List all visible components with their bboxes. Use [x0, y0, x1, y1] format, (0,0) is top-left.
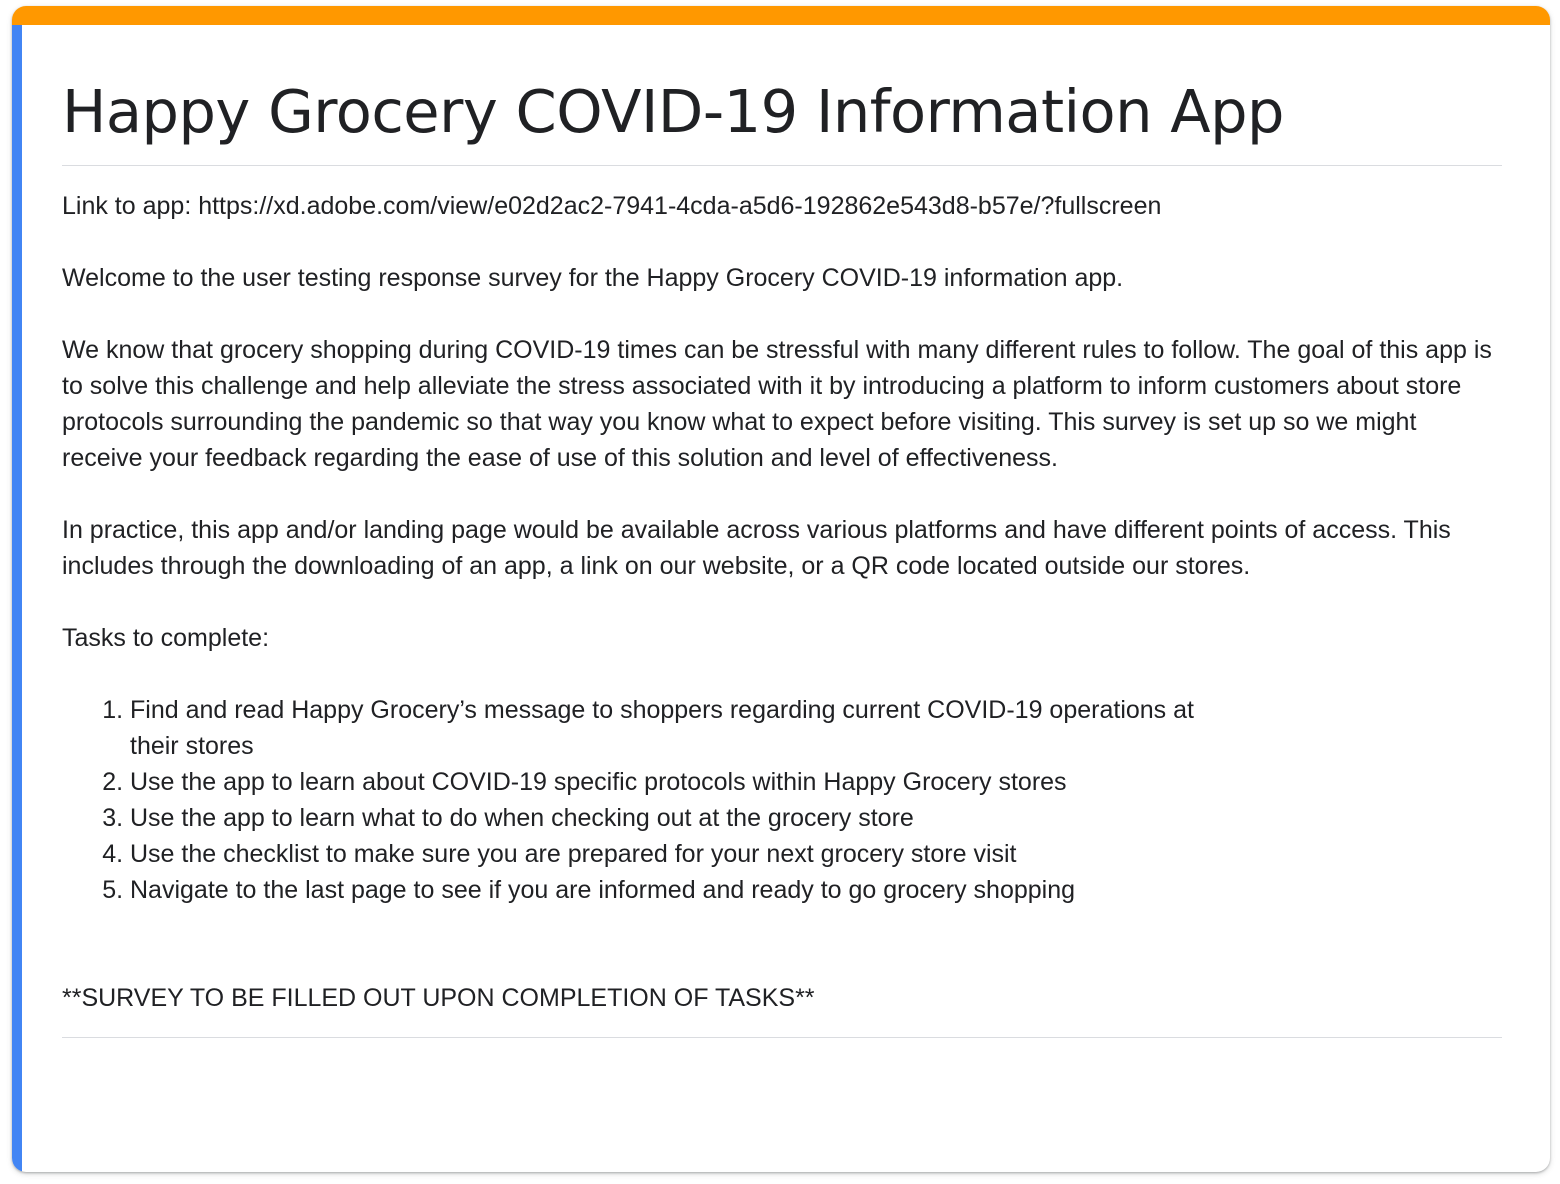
form-header-content — [62, 25, 1502, 1038]
task-item: 4. Use the checklist to make sure you are prepared for your next grocery store visit — [130, 836, 1240, 872]
task-item: 3. Use the app to learn what to do when checking out at the grocery store — [130, 800, 1240, 836]
goal-paragraph: We know that grocery shopping during COVID-19 times can be stressful with many different rules to follow. The goal of this app is to solve this challenge and help alleviate the stress associated with it by introducing a platform to inform customers about store protocols surrounding the pandemic so that way you know what to expect before visiting. This survey is set up so we might receive your feedback regarding the ease of use of this solution and level of effectiveness. — [62, 336, 1492, 472]
tasks-list — [62, 692, 1240, 908]
survey-note: **SURVEY TO BE FILLED OUT UPON COMPLETION OF TASKS** — [62, 984, 815, 1012]
task-item: 2. Use the app to learn about COVID-19 specific protocols within Happy Grocery stores — [130, 764, 1240, 800]
app-link-text: Link to app: https://xd.adobe.com/view/e02d2ac2-7941-4cda-a5d6-192862e543d8-b57e/?fullscreen — [62, 192, 1162, 220]
practice-paragraph: In practice, this app and/or landing page would be available across various platforms and have different points of access. This includes through the downloading of an app, a link on our website, or a QR code located outside our stores. — [62, 516, 1451, 580]
task-item: 1. Find and read Happy Grocery’s message to shoppers regarding current COVID-19 operations at their stores — [130, 692, 1240, 764]
theme-color-bar — [12, 6, 1550, 25]
form-title: Happy Grocery COVID-19 Information App — [62, 77, 1284, 146]
form-header-card — [12, 6, 1550, 1172]
tasks-heading: Tasks to complete: — [62, 624, 270, 652]
task-item: 5. Navigate to the last page to see if you are informed and ready to go grocery shopping — [130, 872, 1240, 908]
description-divider — [62, 1037, 1502, 1038]
welcome-text: Welcome to the user testing response survey for the Happy Grocery COVID-19 information app. — [62, 264, 1124, 292]
form-description — [62, 166, 1502, 1016]
active-section-indicator — [12, 25, 22, 1172]
